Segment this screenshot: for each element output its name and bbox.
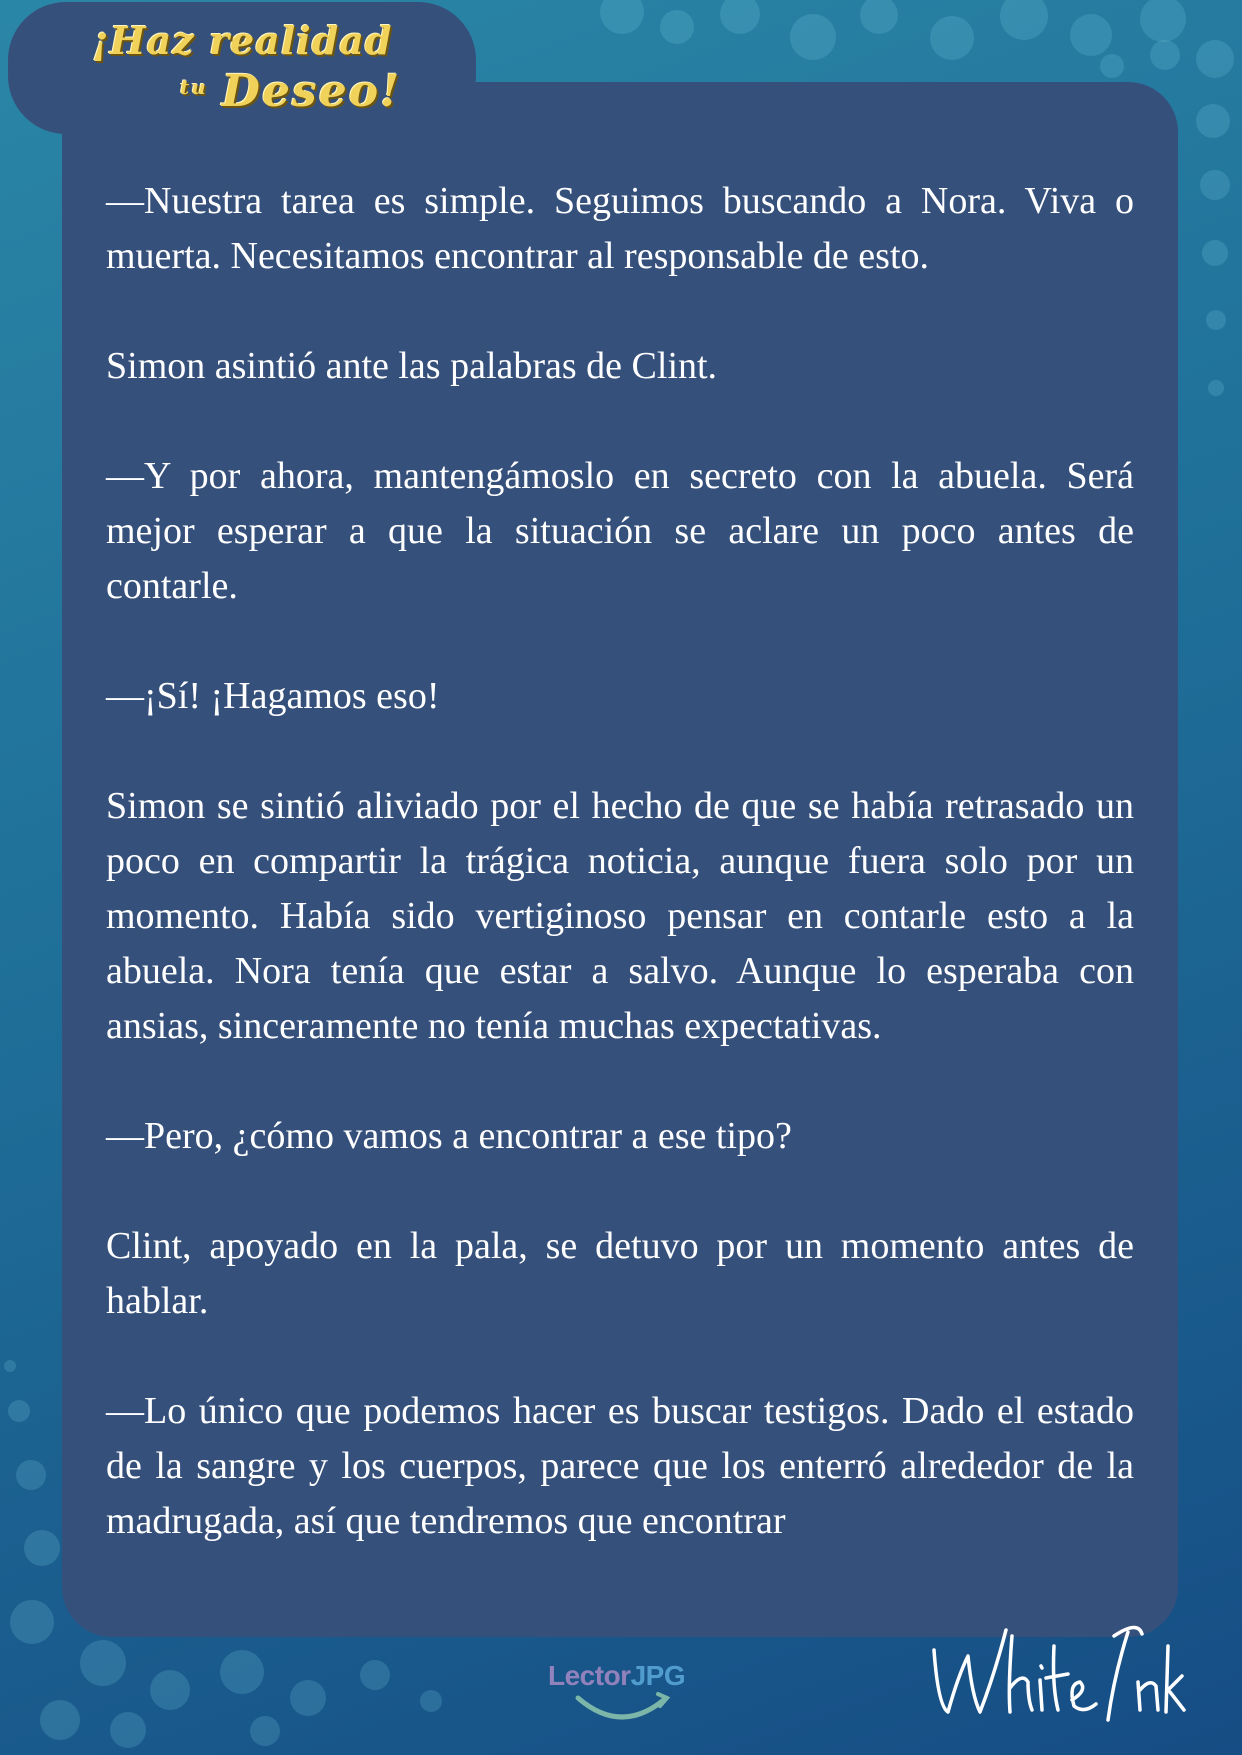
watermark-part2: JPG: [630, 1660, 686, 1691]
logo-big-word: Deseo!: [221, 66, 402, 117]
paragraph: —Nuestra tarea es simple. Seguimos buscando a Nora. Viva o muerta. Necesitamos encontrar al responsable de esto.: [106, 180, 1134, 277]
watermark-part1: Lector: [548, 1660, 631, 1691]
logo-line1: ¡Haz realidad: [92, 18, 393, 63]
signature-white-ink: [928, 1616, 1188, 1726]
paragraph: —¡Sí! ¡Hagamos eso!: [106, 675, 440, 717]
logo-line2: [180, 66, 401, 117]
paragraph: —Lo único que podemos hacer es buscar testigos. Dado el estado de la sangre y los cuerpos, parece que los enterró alrededor de la madrugada, así que tendremos que encontrar: [106, 1390, 1134, 1542]
story-text: [106, 174, 1134, 1549]
logo-small-word: tu: [180, 75, 208, 99]
watermark-smile-icon: [572, 1690, 672, 1730]
paragraph: Simon asintió ante las palabras de Clint.: [106, 345, 718, 387]
paragraph: —Y por ahora, mantengámoslo en secreto con la abuela. Será mejor esperar a que la situación se aclare un poco antes de contarle.: [106, 455, 1134, 607]
brand-logo: [92, 18, 402, 128]
paragraph: Simon se sintió aliviado por el hecho de que se había retrasado un poco en compartir la trágica noticia, aunque fuera solo por un momento. Había sido vertiginoso pensar en contarle esto a la abuela. Nora tenía que estar a salvo. Aunque lo esperaba con ansias, sinceramente no tenía muchas expectativas.: [106, 785, 1134, 1047]
paragraph: Clint, apoyado en la pala, se detuvo por un momento antes de hablar.: [106, 1225, 1134, 1322]
paragraph: —Pero, ¿cómo vamos a encontrar a ese tipo?: [106, 1115, 792, 1157]
lectorjpg-watermark: [548, 1660, 685, 1692]
